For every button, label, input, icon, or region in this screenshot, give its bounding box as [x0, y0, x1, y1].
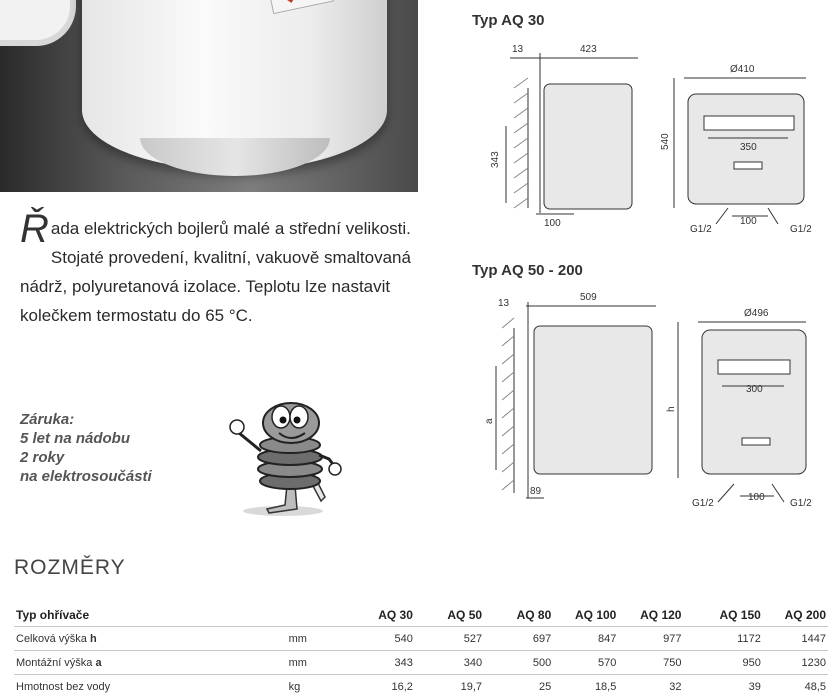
cell: 500 — [484, 651, 553, 675]
cell: 570 — [553, 651, 618, 675]
pipe-left-label: G1/2 — [690, 224, 712, 235]
cell: 527 — [463, 632, 483, 645]
row-label — [14, 651, 285, 675]
cell: 750 — [618, 651, 683, 675]
row-label-text: Hmotnost bez vody — [16, 680, 111, 693]
header-cell: AQ 200 — [784, 608, 826, 622]
dim-13: 13 — [512, 44, 524, 55]
table-header-row — [14, 604, 828, 627]
product-photo — [0, 0, 418, 192]
header-cell: AQ 30 — [378, 608, 413, 622]
header-cell: AQ 50 — [447, 608, 483, 622]
pipe-right-label-large: G1/2 — [790, 498, 812, 509]
section-title: ROZMĚRY — [14, 556, 126, 579]
row-label — [14, 627, 285, 651]
cell: 18,5 — [553, 675, 618, 699]
warranty-line-1: 5 let na nádobu — [20, 430, 131, 447]
brand-name — [295, 0, 316, 1]
cell: 343 — [346, 651, 415, 675]
cell: 1447 — [801, 632, 826, 645]
cell: 48,5 — [763, 675, 828, 699]
row-unit: mm — [285, 651, 346, 675]
cell: 950 — [683, 651, 762, 675]
cell: 977 — [663, 632, 682, 645]
warranty-note — [20, 410, 210, 486]
drop-cap: Ř — [20, 207, 49, 251]
description-text: ada elektrických bojlerů malé a střední velikosti. Stojaté provedení, kvalitní, vakuově smaltovaná nádrž, polyuretanová izolace. Teplotu lze nastavit kolečkem termostatu do 65 °C. — [20, 219, 411, 325]
cell: 39 — [683, 675, 762, 699]
cell: 340 — [415, 651, 484, 675]
pipe-right-label: G1/2 — [790, 224, 812, 235]
table-row — [14, 675, 828, 699]
dim-509: 509 — [580, 292, 597, 303]
header-cell: AQ 150 — [719, 608, 761, 622]
dimensions-table — [14, 604, 828, 698]
dim-diameter-410: Ø410 — [730, 64, 755, 75]
brand-logo-icon — [285, 0, 296, 3]
cell: 847 — [598, 632, 617, 645]
dim-13-large: 13 — [498, 298, 510, 309]
cell: 32 — [618, 675, 683, 699]
cell: 1172 — [737, 632, 761, 645]
cell: 697 — [532, 632, 552, 645]
dim-100-front-large: 100 — [748, 492, 765, 503]
dim-100-front: 100 — [740, 216, 757, 227]
cell: 540 — [394, 632, 413, 645]
dim-100-side: 100 — [544, 218, 561, 229]
brand-label — [268, 0, 334, 14]
dim-423: 423 — [580, 44, 597, 55]
warranty-title: Záruka: — [20, 411, 75, 428]
row-symbol: h — [89, 632, 97, 645]
cell: 19,7 — [415, 675, 484, 699]
diagram-1-title: Typ AQ 30 — [472, 12, 545, 29]
header-cell — [285, 604, 346, 627]
warranty-line-2: 2 roky — [20, 449, 65, 466]
heater-base — [140, 138, 330, 176]
header-cell: AQ 100 — [575, 608, 617, 622]
row-label-text: Celková výška — [16, 632, 90, 645]
dim-a: a — [484, 418, 495, 424]
dim-89: 89 — [530, 486, 542, 497]
dim-540: 540 — [660, 133, 671, 150]
row-symbol: a — [95, 656, 102, 669]
diagram-aq30 — [478, 38, 828, 238]
product-description — [20, 207, 440, 330]
table-row — [14, 627, 828, 651]
row-unit: kg — [285, 675, 346, 699]
warranty-line-3: na elektrosoučásti — [20, 468, 152, 485]
cell: 1230 — [763, 651, 828, 675]
table-row — [14, 651, 828, 675]
row-unit: mm — [288, 632, 307, 645]
dim-h: h — [666, 406, 677, 412]
header-cell: Typ ohřívače — [16, 608, 90, 622]
diagram-aq50-200 — [478, 288, 828, 514]
row-label — [14, 675, 285, 699]
mascot-illustration — [225, 393, 345, 518]
header-cell: AQ 120 — [640, 608, 682, 622]
diagram-2-title: Typ AQ 50 - 200 — [472, 262, 583, 279]
heater-upper-edge — [0, 0, 76, 46]
header-cell: AQ 80 — [516, 608, 552, 622]
dim-343: 343 — [490, 151, 501, 168]
cell: 16,2 — [346, 675, 415, 699]
dim-300: 300 — [746, 384, 763, 395]
pipe-left-label-large: G1/2 — [692, 498, 714, 509]
row-label-text: Montážní výška — [16, 656, 96, 669]
dim-diameter-496: Ø496 — [744, 308, 769, 319]
cell: 25 — [484, 675, 553, 699]
dim-350: 350 — [740, 142, 757, 153]
